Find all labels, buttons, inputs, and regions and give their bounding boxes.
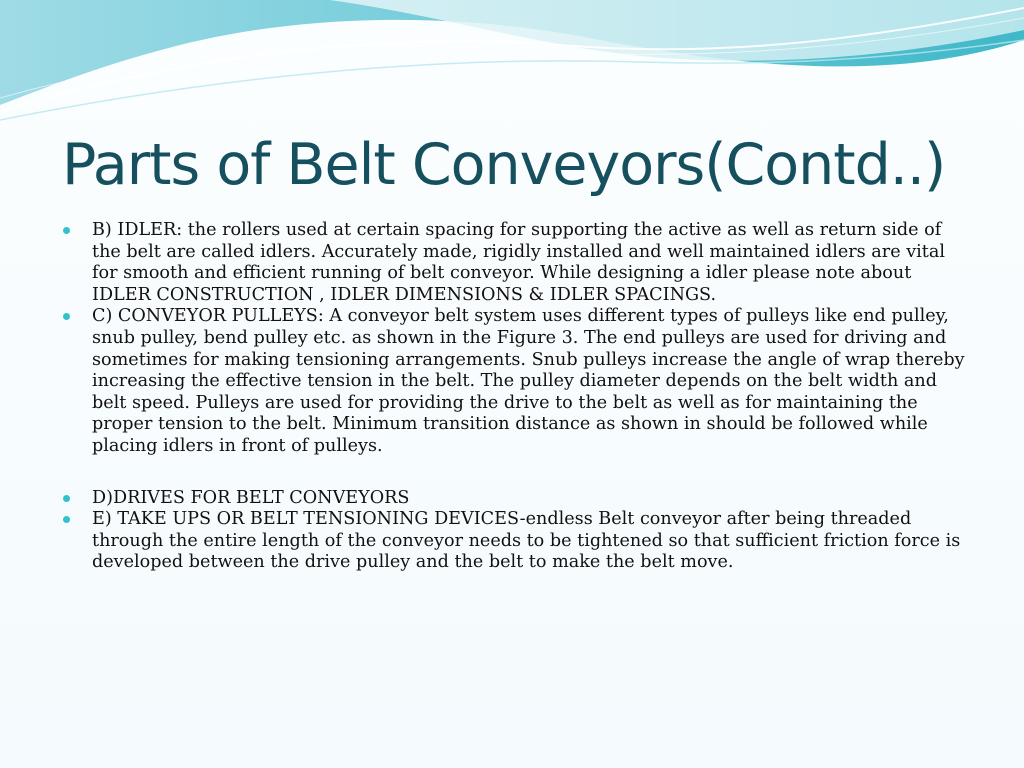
bullet-dot-icon: [63, 516, 70, 523]
bullet-take-ups: [62, 509, 967, 574]
bullet-list: [62, 220, 967, 574]
bullet-conveyor-pulleys: [62, 306, 967, 457]
bullet-dot-icon: [63, 227, 70, 234]
bullet-text: D)DRIVES FOR BELT CONVEYORS: [92, 487, 410, 508]
bullet-text: B) IDLER: the rollers used at certain spacing for supporting the active as well as return side of the belt are called idlers. Accurately made, rigidly installed and well maintained idlers are vital for smooth and efficient running of belt conveyor. While designing a idler please note about IDLER CONSTRUCTION , IDLER DIMENSIONS & IDLER SPACINGS.: [92, 220, 945, 305]
bullet-drives: [62, 488, 967, 510]
bullet-dot-icon: [63, 495, 70, 502]
bullet-text: C) CONVEYOR PULLEYS: A conveyor belt system uses different types of pulleys like end pulley, snub pulley, bend pulley etc. as shown in the Figure 3. The end pulleys are used for driving and sometimes for making tensioning arrangements. Snub pulleys increase the angle of wrap thereby increasing the effective tension in the belt. The pulley diameter depends on the belt width and belt speed. Pulleys are used for providing the drive to the belt as well as for maintaining the proper tension to the belt. Minimum transition distance as shown in should be followed while placing idlers in front of pulleys.: [92, 306, 965, 456]
bullet-idler: [62, 220, 967, 306]
bullet-text: E) TAKE UPS OR BELT TENSIONING DEVICES-endless Belt conveyor after being threaded through the entire length of the conveyor needs to be tightened so that sufficient friction force is developed between the drive pulley and the belt to make the belt move.: [92, 509, 961, 573]
bullet-dot-icon: [63, 313, 70, 320]
header-wave-decoration: [0, 0, 1024, 130]
slide-title: Parts of Belt Conveyors(Contd..): [62, 132, 946, 198]
